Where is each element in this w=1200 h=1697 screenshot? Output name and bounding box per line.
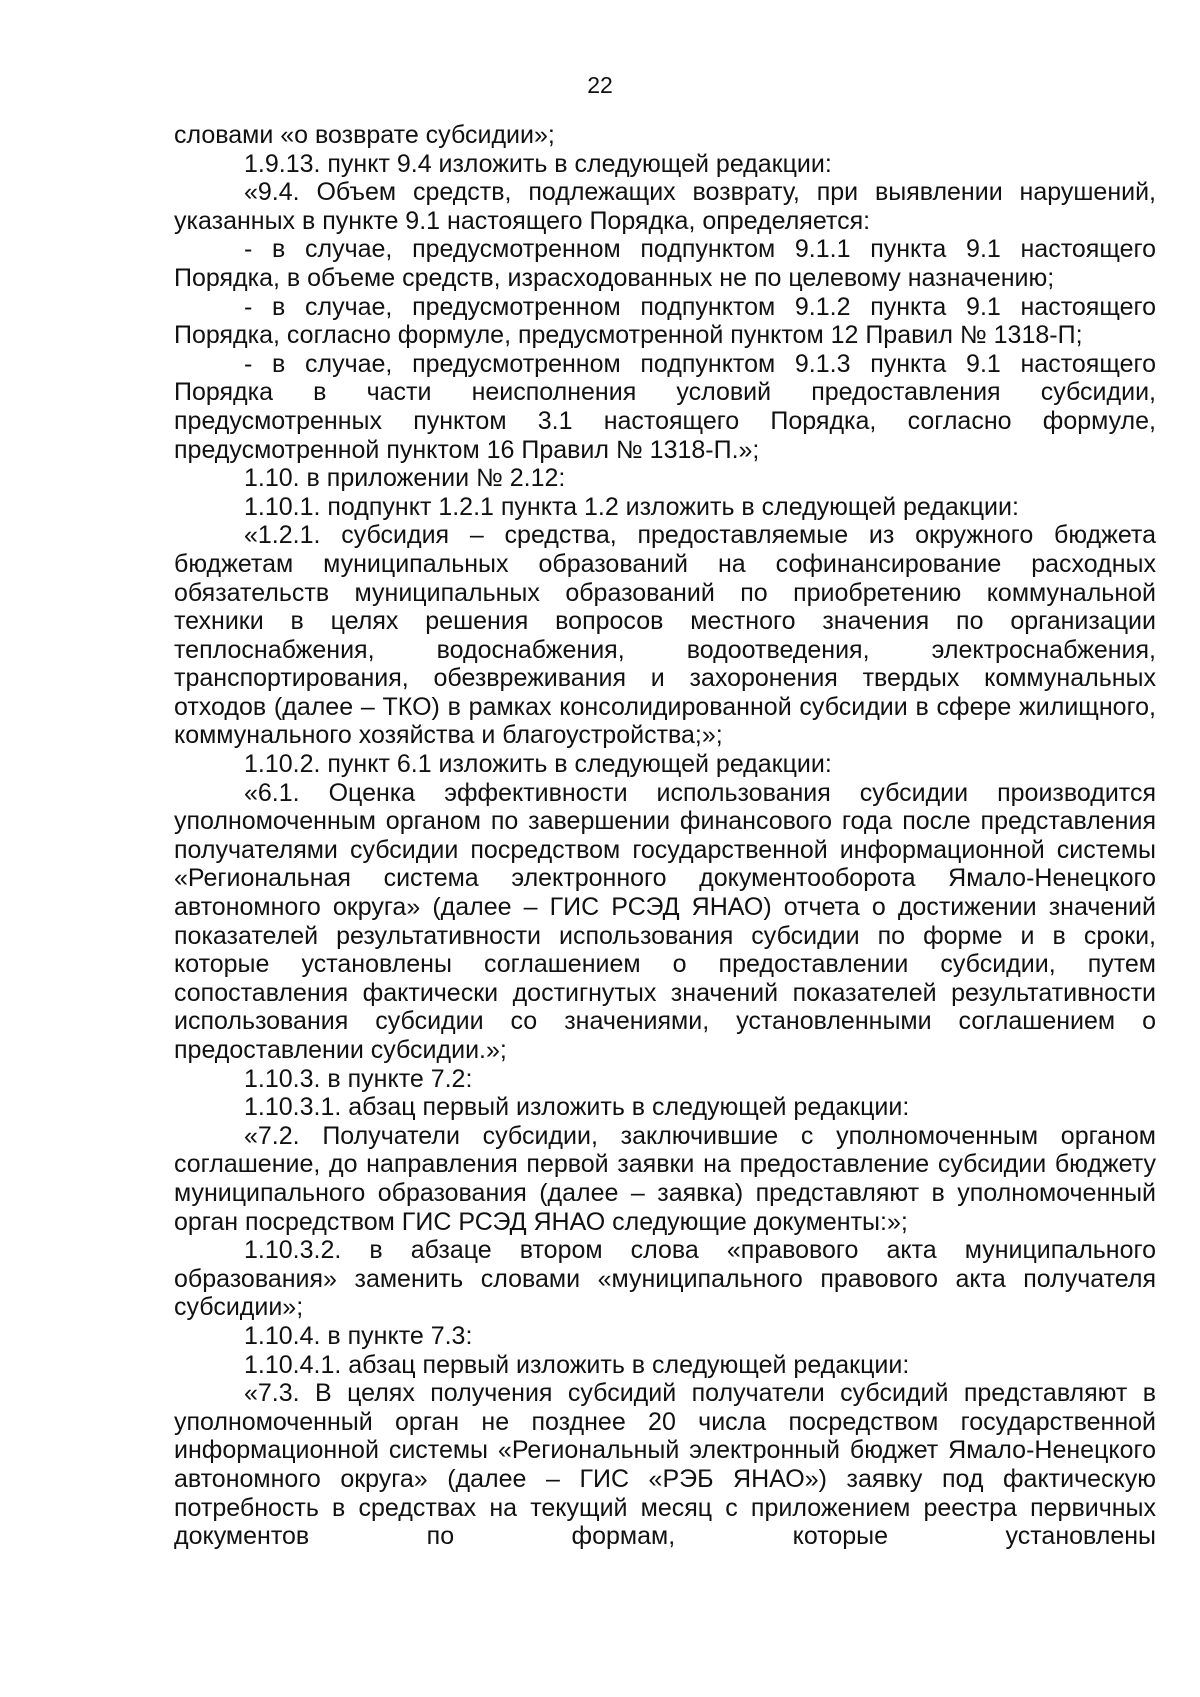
paragraph: - в случае, предусмотренном подпунктом 9.1.1 пункта 9.1 настоящего Порядка, в объеме средств, израсходованных не по целевому назначению; <box>174 235 1156 292</box>
paragraph: 1.10.4. в пункте 7.3: <box>244 1321 473 1350</box>
paragraph: 1.10. в приложении № 2.12: <box>244 464 566 493</box>
paragraph: «1.2.1. субсидия – средства, предоставляемые из окружного бюджета бюджетам муниципальных образований на софинансирование расходных обязательств муниципальных образований по приобретению коммунальной техники в целях решения вопросов местного значения по организации теплоснабжения, водоснабжения, водоотведения, электроснабжения, транспортирования, обезвреживания и захоронения твердых коммунальных отходов (далее – ТКО) в рамках консолидированной субсидии в сфере жилищного, коммунального хозяйства и благоустройства;»; <box>174 521 1156 750</box>
paragraph: 1.10.3.1. абзац первый изложить в следующей редакции: <box>244 1093 910 1122</box>
paragraph: «7.2. Получатели субсидии, заключившие с уполномоченным органом соглашение, до направления первой заявки на предоставление субсидии бюджету муниципального образования (далее – заявка) представляют в уполномоченный орган посредством ГИС РСЭД ЯНАО следующие документы:»; <box>174 1121 1156 1236</box>
page-number: 22 <box>587 72 613 98</box>
paragraph: - в случае, предусмотренном подпунктом 9.1.3 пункта 9.1 настоящего Порядка в части неисполнения условий предоставления субсидии, предусмотренных пунктом 3.1 настоящего Порядка, согласно формуле, предусмотренной пунктом 16 Правил № 1318-П.»; <box>174 349 1156 464</box>
paragraph: 1.10.1. подпункт 1.2.1 пункта 1.2 изложить в следующей редакции: <box>244 492 1019 521</box>
paragraph: 1.9.13. пункт 9.4 изложить в следующей редакции: <box>244 149 832 178</box>
paragraph: 1.10.3.2. в абзаце втором слова «правового акта муниципального образования» заменить словами «муниципального правового акта получателя субсидии»; <box>174 1236 1156 1322</box>
paragraph: «7.3. В целях получения субсидий получатели субсидий представляют в уполномоченный орган не позднее 20 числа посредством государственной информационной системы «Региональный электронный бюджет Ямало-Ненецкого автономного округа» (далее – ГИС «РЭБ ЯНАО») заявку под фактическую потребность в средствах на текущий месяц с приложением реестра первичных документов по формам, которые установлены <box>174 1379 1156 1551</box>
paragraph: - в случае, предусмотренном подпунктом 9.1.2 пункта 9.1 настоящего Порядка, согласно формуле, предусмотренной пунктом 12 Правил № 1318-П; <box>174 292 1156 350</box>
document-body <box>174 121 1156 1551</box>
paragraph: 1.10.3. в пункте 7.2: <box>244 1064 473 1093</box>
paragraph: 1.10.2. пункт 6.1 изложить в следующей редакции: <box>244 750 832 779</box>
paragraph: «6.1. Оценка эффективности использования субсидии производится уполномоченным органом по завершении финансового года после представления получателями субсидии посредством государственной информационной системы «Региональная система электронного документооборота Ямало-Ненецкого автономного округа» (далее – ГИС РСЭД ЯНАО) отчета о достижении значений показателей результативности использования субсидии по форме и в сроки, которые установлены соглашением о предоставлении субсидии, путем сопоставления фактически достигнутых значений показателей результативности использования субсидии со значениями, установленными соглашением о предоставлении субсидии.»; <box>174 778 1156 1064</box>
paragraph: словами «о возврате субсидии»; <box>174 121 555 149</box>
paragraph: 1.10.4.1. абзац первый изложить в следующей редакции: <box>244 1350 910 1379</box>
paragraph: «9.4. Объем средств, подлежащих возврату, при выявлении нарушений, указанных в пункте 9.1 настоящего Порядка, определяется: <box>174 178 1156 235</box>
